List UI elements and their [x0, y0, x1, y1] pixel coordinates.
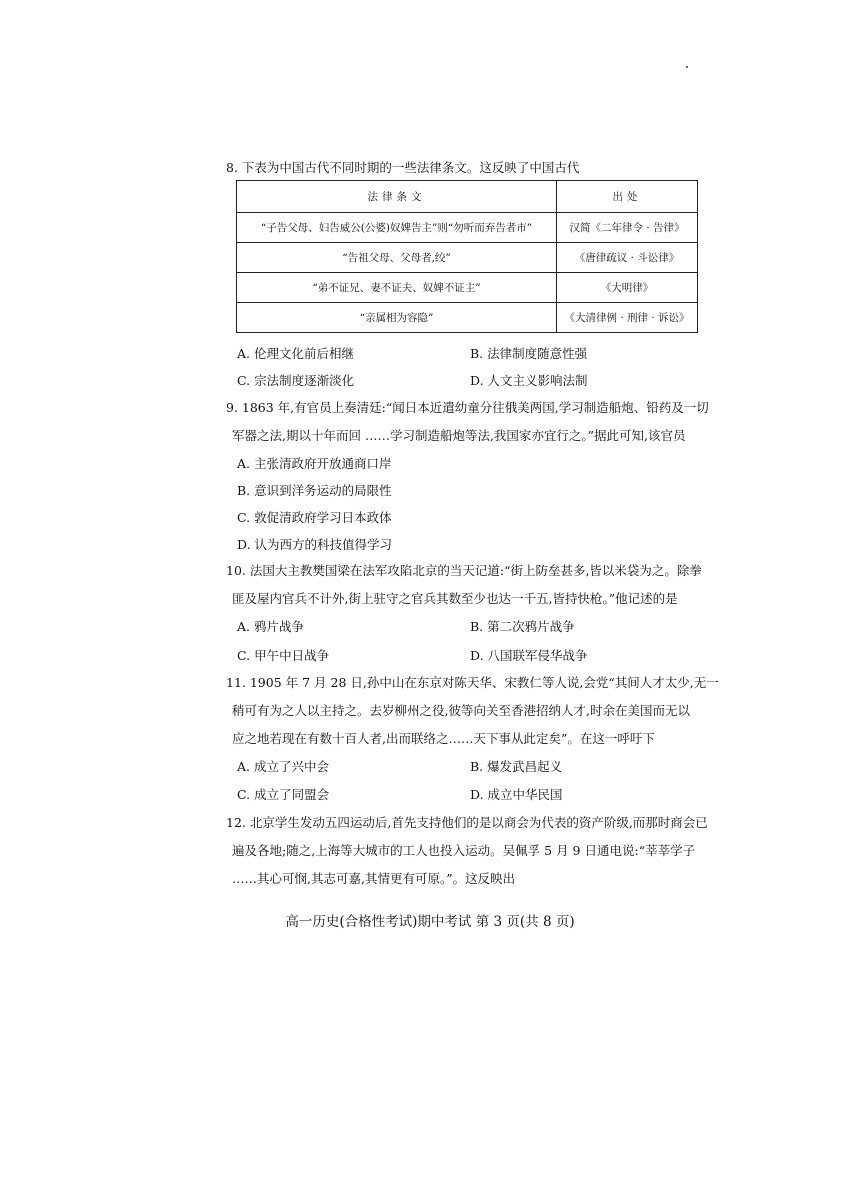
q12-line-2: 遍及各地;随之,上海等大城市的工人也投入运动。吴佩孚 5 月 9 日通电说:“莘莘学子: [232, 843, 696, 858]
q9-option-c: C. 敦促清政府学习日本政体: [237, 510, 392, 525]
q9-option-a: A. 主张清政府开放通商口岸: [237, 456, 392, 471]
q9-line-2: 军器之法,期以十年而回 ……学习制造船炮等法,我国家亦宜行之。”据此可知,该官员: [232, 428, 686, 443]
q11-option-d: D. 成立中华民国: [470, 787, 563, 802]
law-table: [236, 180, 698, 333]
table-row: [237, 273, 698, 303]
q9-line-1: 9. 1863 年,有官员上奏清廷:“闻日本近遣幼童分往俄美两国,学习制造船炮、铅药及一切: [226, 400, 709, 415]
q8-option-c: C. 宗法制度逐渐淡化: [237, 373, 355, 388]
law-table-header-row: [237, 181, 698, 213]
q11-line-3: 应之地若现在有数十百人者,出而联络之……天下事从此定矣”。在这一呼吁下: [232, 731, 655, 746]
law-table-header-source: 出处: [557, 181, 698, 213]
q12-line-1: 12. 北京学生发动五四运动后,首先支持他们的是以商会为代表的资产阶级,而那时商会已: [226, 815, 708, 830]
q8-option-a: A. 伦理文化前后相继: [237, 346, 354, 361]
law-source: 《大清律例 · 刑律 · 诉讼》: [557, 303, 698, 333]
law-article: “亲属相为容隐”: [237, 303, 557, 333]
law-article: “告祖父母、父母者,绞”: [237, 243, 557, 273]
q11-option-c: C. 成立了同盟会: [237, 787, 330, 802]
q8-option-b: B. 法律制度随意性强: [470, 346, 588, 361]
q12-line-3: ……其心可悯,其志可嘉,其情更有可原。”。这反映出: [232, 871, 516, 886]
law-source: 《大明律》: [557, 273, 698, 303]
q9-option-b: B. 意识到洋务运动的局限性: [237, 483, 392, 498]
q10-option-c: C. 甲午中日战争: [237, 648, 330, 663]
table-row: [237, 303, 698, 333]
q10-option-a: A. 鸦片战争: [237, 619, 304, 634]
table-row: [237, 243, 698, 273]
law-table-header-article: 法律条文: [237, 181, 557, 213]
q10-line-1: 10. 法国大主教樊国梁在法军攻陷北京的当天记道:“街上防垒甚多,皆以米袋为之。除拳: [226, 563, 702, 578]
scan-dot: [686, 66, 688, 68]
law-source: 《唐律疏议 · 斗讼律》: [557, 243, 698, 273]
q11-option-a: A. 成立了兴中会: [237, 759, 329, 774]
q10-option-b: B. 第二次鸦片战争: [470, 619, 575, 634]
q9-option-d: D. 认为西方的科技值得学习: [237, 537, 393, 552]
q10-line-2: 匪及屋内官兵不计外,街上驻守之官兵其数至少也达一千五,皆持快枪。”他记述的是: [232, 591, 678, 606]
q11-line-1: 11. 1905 年 7 月 28 日,孙中山在东京对陈天华、宋教仁等人说,会党“其间人才太少,无一: [226, 675, 719, 690]
table-row: [237, 213, 698, 243]
q10-option-d: D. 八国联军侵华战争: [470, 648, 588, 663]
q11-line-2: 稍可有为之人以主持之。去岁柳州之役,彼等向关至香港招纳人才,时余在美国而无以: [232, 703, 690, 718]
page-footer: 高一历史(合格性考试)期中考试 第 3 页(共 8 页): [285, 914, 575, 930]
law-article: “子告父母、妇告威公(公婆)奴婢告主”则“勿听而弃告者市”: [237, 213, 557, 243]
q8-stem: 8. 下表为中国古代不同时期的一些法律条文。这反映了中国古代: [226, 160, 580, 175]
q8-option-d: D. 人文主义影响法制: [470, 373, 588, 388]
law-source: 汉简《二年律令 · 告律》: [557, 213, 698, 243]
q11-option-b: B. 爆发武昌起义: [470, 759, 563, 774]
law-article: “弟不证兄、妻不证夫、奴婢不证主”: [237, 273, 557, 303]
